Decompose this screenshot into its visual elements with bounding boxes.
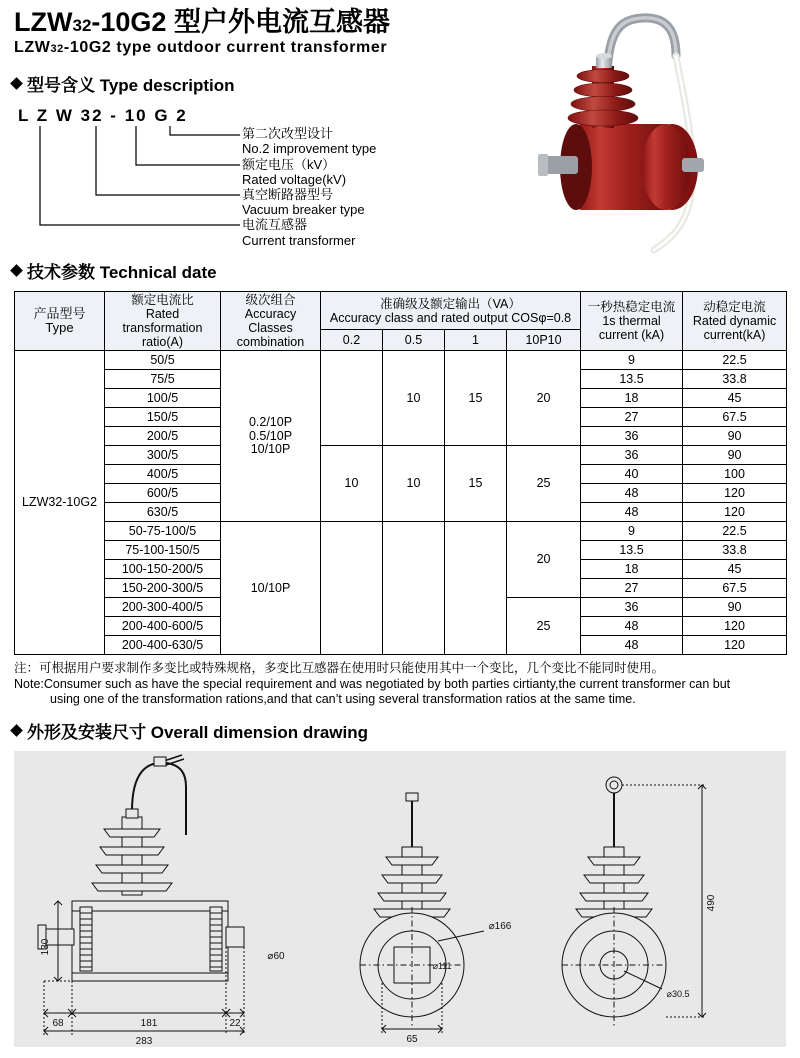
col-acc-05: 0.5 [383,330,445,351]
cell-dynamic: 67.5 [683,408,787,427]
cell-thermal: 9 [581,351,683,370]
cell-ratio: 630/5 [105,503,221,522]
dim-490: 490 [706,894,717,912]
table-note [14,661,786,708]
note-en [14,677,786,708]
cell-ratio: 100-150-200/5 [105,560,221,579]
cell-dynamic: 22.5 [683,522,787,541]
cell-ratio: 50/5 [105,351,221,370]
cell-dynamic: 22.5 [683,351,787,370]
cell-acc10p-a: 20 [507,351,581,446]
cell-classes-group1: 0.2/10P 0.5/10P 10/10P [221,351,321,522]
dim-d305: ⌀30.5 [666,989,690,1000]
technical-data-heading-text: 技术参数 Technical date [27,263,217,283]
cell-acc05-b: 10 [383,446,445,522]
cell-acc05-blank2 [383,522,445,655]
cell-thermal: 36 [581,427,683,446]
cell-dynamic: 90 [683,446,787,465]
type-description-legend [18,126,800,248]
cell-thermal: 48 [581,484,683,503]
cell-acc05-a: 10 [383,351,445,446]
cell-thermal: 40 [581,465,683,484]
cell-dynamic: 120 [683,484,787,503]
dim-d60: ⌀60 [267,951,285,963]
col-acc-02: 0.2 [321,330,383,351]
cell-thermal: 13.5 [581,541,683,560]
cell-ratio: 600/5 [105,484,221,503]
dimension-heading-text: 外形及安装尺寸 Overall dimension drawing [27,723,368,743]
col-accuracy-group: 准确级及额定输出（VA） Accuracy class and rated output COSφ=0.8 [321,292,581,330]
legend-item-4: 真空断路器型号 [242,186,334,202]
type-code: L Z W 32 - 10 G 2 [18,106,188,126]
cell-ratio: 150/5 [105,408,221,427]
cell-ratio: 200-300-400/5 [105,598,221,617]
cell-ratio: 75/5 [105,370,221,389]
table-row [15,351,787,370]
cell-thermal: 18 [581,560,683,579]
legend-item-0: 第二次改型设计 [242,126,334,142]
title-cn-rest: -10G2 型户外电流互感器 [91,7,390,37]
dim-130: 130 [40,938,51,956]
cell-acc10p-d: 25 [507,598,581,655]
dim-283: 283 [135,1036,153,1048]
col-ratio: 额定电流比 Rated transformation ratio(A) [105,292,221,351]
dim-181: 181 [140,1018,158,1030]
cell-acc02-b: 10 [321,446,383,522]
note-cn: 注：可根据用户要求制作多变比或特殊规格，多变比互感器在使用时只能使用其中一个变比，几个变比不能同时使用。 [14,661,665,676]
dim-65: 65 [406,1034,418,1046]
cell-ratio: 400/5 [105,465,221,484]
cell-dynamic: 33.8 [683,370,787,389]
dim-d166: ⌀166 [488,921,512,933]
col-classes: 级次组合 Accuracy Classes combination [221,292,321,351]
col-acc-10p10: 10P10 [507,330,581,351]
cell-thermal: 9 [581,522,683,541]
cell-acc02-blank [321,351,383,446]
legend-items [242,126,376,248]
cell-dynamic: 100 [683,465,787,484]
table-row [15,522,787,541]
dimension-drawing [14,751,786,1047]
title-cn-sub: 32 [72,16,92,35]
cell-thermal: 36 [581,446,683,465]
cell-dynamic: 120 [683,636,787,655]
cell-dynamic: 120 [683,503,787,522]
cell-dynamic: 45 [683,560,787,579]
legend-item-3: Rated voltage(kV) [242,171,347,187]
dim-68: 68 [52,1018,64,1030]
legend-item-1: No.2 improvement type [242,141,377,157]
col-acc-1: 1 [445,330,507,351]
col-type: 产品型号 Type [15,292,105,351]
cell-dynamic: 90 [683,427,787,446]
cell-thermal: 48 [581,503,683,522]
cell-ratio: 150-200-300/5 [105,579,221,598]
table-header-row-1 [15,292,787,330]
dimension-section [0,718,800,1047]
title-cn-prefix: LZW [14,7,73,37]
cell-acc02-blank2 [321,522,383,655]
note-en-line2: using one of the transformation rations,and that can’t using several transformation ratios at the same time. [50,692,636,707]
cell-product-type: LZW32-10G2 [15,351,105,655]
dim-d111: ⌀111 [432,961,452,972]
note-en-line1: Note:Consumer such as have the special requirement and was negotiated by both parties cirtianty,the current transformer can but [14,676,731,691]
cell-dynamic: 45 [683,389,787,408]
title-en-sub: 32 [50,43,64,56]
legend-item-7: Current transformer [242,232,356,248]
col-thermal: 一秒热稳定电流 1s thermal current (kA) [581,292,683,351]
cell-dynamic: 67.5 [683,579,787,598]
cell-acc1-blank2 [445,522,507,655]
cell-dynamic: 90 [683,598,787,617]
cell-thermal: 48 [581,617,683,636]
cell-acc10p-c: 20 [507,522,581,598]
cell-acc10p-b: 25 [507,446,581,522]
col-dynamic: 动稳定电流 Rated dynamic current(kA) [683,292,787,351]
diamond-bullet-icon [10,264,23,277]
cell-thermal: 13.5 [581,370,683,389]
cell-acc1-b: 15 [445,446,507,522]
cell-ratio: 300/5 [105,446,221,465]
cell-ratio: 200/5 [105,427,221,446]
technical-data-section [0,258,800,708]
cell-ratio: 200-400-630/5 [105,636,221,655]
cell-classes-group2: 10/10P [221,522,321,655]
type-description-heading-text: 型号含义 Type description [27,76,235,96]
legend-item-6: 电流互感器 [242,217,308,233]
cell-thermal: 18 [581,389,683,408]
cell-ratio: 200-400-600/5 [105,617,221,636]
diamond-bullet-icon [10,724,23,737]
title-en-rest: -10G2 type outdoor current transformer [63,39,388,57]
table-row [15,446,787,465]
dim-22: 22 [229,1018,241,1030]
cell-thermal: 36 [581,598,683,617]
cell-dynamic: 33.8 [683,541,787,560]
specification-table [14,291,787,655]
diamond-bullet-icon [10,77,23,90]
legend-item-5: Vacuum breaker type [242,202,365,218]
cell-acc1-a: 15 [445,351,507,446]
title-en-prefix: LZW [14,39,51,57]
cell-thermal: 27 [581,579,683,598]
dimension-heading [12,718,800,743]
cell-ratio: 50-75-100/5 [105,522,221,541]
cell-ratio: 100/5 [105,389,221,408]
cell-thermal: 27 [581,408,683,427]
cell-ratio: 75-100-150/5 [105,541,221,560]
legend-item-2: 额定电压（kV） [242,156,336,172]
cell-dynamic: 120 [683,617,787,636]
cell-thermal: 48 [581,636,683,655]
